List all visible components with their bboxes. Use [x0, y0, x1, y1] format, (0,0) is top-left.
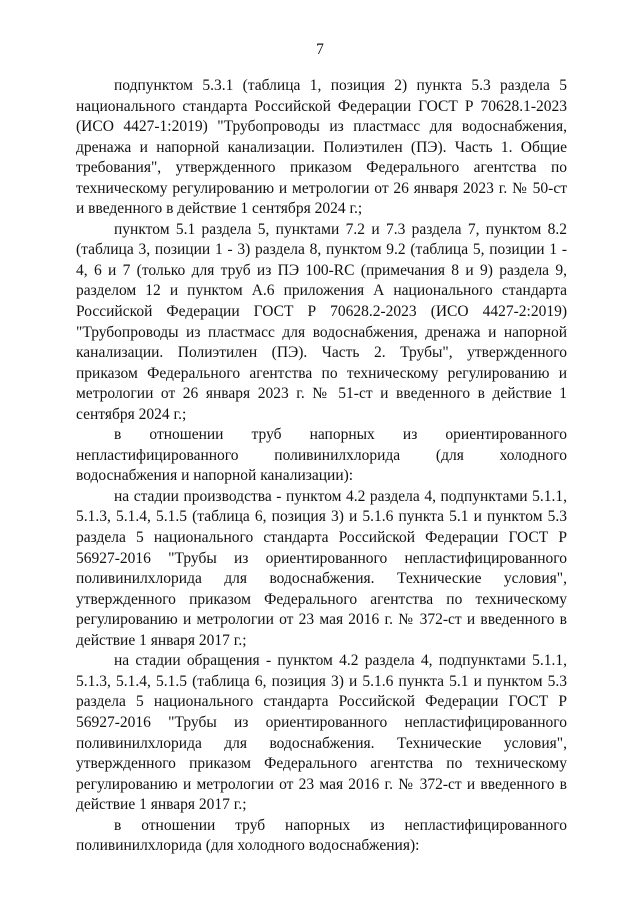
page-number: 7 [316, 41, 324, 58]
paragraph: подпунктом 5.3.1 (таблица 1, позиция 2) пункта 5.3 раздела 5 национального стандарта Российской Федерации ГОСТ Р 70628.1-2023 (ИСО 4427-1:2019) "Трубопроводы из пластмасс для водоснабжения, дренажа и напорной канализации. Полиэтилен (ПЭ). Часть 1. Общие требования", утвержденного приказом Федерального агентства по техническому регулированию и метрологии от 26 января 2023 г. № 50-ст и введенного в действие 1 сентября 2024 г.; [76, 77, 567, 218]
paragraph: на стадии обращения - пунктом 4.2 раздела 4, подпунктами 5.1.1, 5.1.3, 5.1.4, 5.1.5 (таблица 6, позиция 3) и 5.1.6 пункта 5.1 и пунктом 5.3 раздела 5 национального стандарта Российской Федерации ГОСТ Р 56927-2016 "Трубы из ориентированного непластифицированного поливинилхлорида для водоснабжения. Технические условия", утвержденного приказом Федерального агентства по техническому регулированию и метрологии от 23 мая 2016 г. № 372-ст и введенного в действие 1 января 2017 г.; [76, 652, 567, 814]
paragraph: в отношении труб напорных из ориентированного непластифицированного поливинилхлорида (для холодного водоснабжения и напорной канализации): [76, 426, 567, 485]
paragraph: пунктом 5.1 раздела 5, пунктами 7.2 и 7.3 раздела 7, пунктом 8.2 (таблица 3, позиции 1 - 3) раздела 8, пунктом 9.2 (таблица 5, позиции 1 - 4, 6 и 7 (только для труб из ПЭ 100-RC (примечания 8 и 9) раздела 9, разделом 12 и пунктом А.6 приложения А национального стандарта Российской Федерации ГОСТ Р 70628.2-2023 (ИСО 4427-2:2019) "Трубопроводы из пластмасс для водоснабжения, дренажа и напорной канализации. Полиэтилен (ПЭ). Часть 2. Трубы", утвержденного приказом Федерального агентства по техническому регулированию и метрологии от 26 января 2023 г. № 51-ст и введенного в действие 1 сентября 2024 г.; [76, 220, 567, 423]
document-body [76, 76, 567, 857]
paragraph: в отношении труб напорных из непластифицированного поливинилхлорида (для холодного водоснабжения): [76, 816, 567, 855]
paragraph: на стадии производства - пунктом 4.2 раздела 4, подпунктами 5.1.1, 5.1.3, 5.1.4, 5.1.5 (таблица 6, позиция 3) и 5.1.6 пункта 5.1 и пунктом 5.3 раздела 5 национального стандарта Российской Федерации ГОСТ Р 56927-2016 "Трубы из ориентированного непластифицированного поливинилхлорида для водоснабжения. Технические условия", утвержденного приказом Федерального агентства по техническому регулированию и метрологии от 23 мая 2016 г. № 372-ст и введенного в действие 1 января 2017 г.; [76, 487, 567, 649]
